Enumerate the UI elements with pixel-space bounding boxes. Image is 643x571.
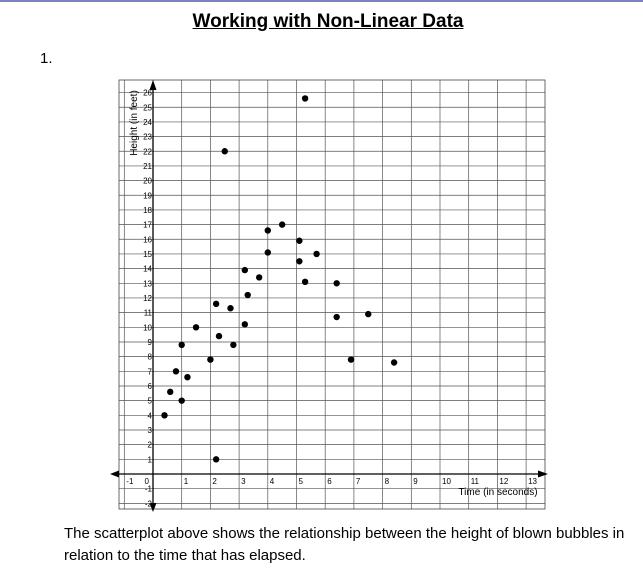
scatter-point — [245, 292, 251, 298]
chart-grid — [119, 80, 545, 509]
scatter-point — [193, 324, 199, 330]
y-tick-label: 1 — [147, 455, 152, 465]
scatter-point — [279, 221, 285, 227]
scatter-point — [173, 368, 179, 374]
scatter-point — [230, 342, 236, 348]
y-tick-label: 19 — [143, 191, 152, 201]
y-tick-label: -2 — [144, 499, 152, 509]
x-tick-label: 9 — [413, 477, 418, 486]
y-tick-label: 7 — [147, 367, 152, 377]
scatter-point — [333, 314, 339, 320]
scatter-point — [302, 95, 308, 101]
scatter-point — [296, 258, 302, 264]
y-tick-label: -1 — [144, 484, 152, 494]
scatter-point — [256, 274, 262, 280]
y-tick-label: 22 — [143, 147, 152, 157]
x-tick-label: 13 — [528, 477, 538, 486]
y-tick-label: 18 — [143, 205, 152, 215]
x-axis-arrow-right — [538, 471, 548, 478]
y-tick-label: 2 — [147, 440, 152, 450]
scatter-point — [391, 359, 397, 365]
y-tick-label: 24 — [143, 117, 152, 127]
y-tick-label: 12 — [143, 293, 152, 303]
scatter-point — [242, 321, 248, 327]
scatter-point — [184, 374, 190, 380]
y-tick-label: 5 — [147, 396, 152, 406]
x-axis-label: Time (in seconds) — [458, 487, 538, 498]
x-axis-arrow-left — [110, 471, 119, 478]
scatter-point — [296, 238, 302, 244]
scatter-point — [222, 148, 228, 154]
y-tick-label: 9 — [147, 337, 152, 347]
scatter-point — [207, 356, 213, 362]
y-tick-label: 23 — [143, 132, 152, 142]
x-tick-label: 6 — [327, 477, 332, 486]
y-tick-label: 25 — [143, 103, 152, 113]
scatter-point — [265, 249, 271, 255]
scatter-point — [348, 356, 354, 362]
y-tick-label: 17 — [143, 220, 152, 230]
scatter-point — [167, 389, 173, 395]
y-tick-label: 11 — [143, 308, 152, 318]
scatter-point — [179, 397, 185, 403]
x-tick-label: 5 — [298, 477, 303, 486]
page-title: Working with Non-Linear Data — [192, 11, 464, 32]
y-tick-label: 4 — [147, 411, 152, 421]
x-tick-label: 4 — [269, 477, 275, 486]
y-tick-label: 21 — [143, 161, 152, 171]
scatter-point — [365, 311, 371, 317]
x-tick-label: 3 — [241, 477, 246, 486]
x-tick-label: 11 — [470, 477, 480, 486]
x-tick-label: 1 — [183, 477, 189, 486]
y-tick-label: 15 — [143, 249, 152, 259]
chart-axes — [110, 80, 548, 512]
x-tick-label: 7 — [355, 477, 361, 486]
scatter-point — [333, 280, 339, 286]
y-tick-label: 26 — [143, 88, 152, 98]
scatter-point — [213, 456, 219, 462]
scatter-point — [227, 305, 233, 311]
x-tick-label: -1 — [126, 477, 134, 486]
y-tick-label: 13 — [143, 279, 152, 289]
question-number: 1. — [40, 50, 53, 67]
x-tick-label: 8 — [384, 477, 390, 486]
scatter-point — [313, 251, 319, 257]
x-tick-label: 10 — [442, 477, 451, 486]
chart-points — [161, 95, 397, 462]
y-tick-label: 20 — [143, 176, 152, 186]
scatter-point — [216, 333, 222, 339]
y-tick-label: 14 — [143, 264, 152, 274]
y-tick-label: 16 — [143, 235, 152, 245]
scatter-point — [161, 412, 167, 418]
y-tick-label: 8 — [147, 352, 152, 362]
y-tick-label: 6 — [147, 381, 152, 391]
x-tick-label: 2 — [212, 477, 217, 486]
y-tick-label: 3 — [147, 425, 152, 435]
x-tick-label: 0 — [144, 477, 149, 486]
y-axis-label: Height (in feet) — [129, 90, 140, 156]
scatter-point — [179, 342, 185, 348]
x-tick-label: 12 — [499, 477, 509, 486]
scatter-point — [265, 227, 271, 233]
y-tick-label: 10 — [143, 323, 152, 333]
caption-text: The scatterplot above shows the relationship between the height of blown bubbles in relation to the time that has elapsed. — [64, 525, 625, 564]
scatter-point — [242, 267, 248, 273]
scatter-point — [302, 279, 308, 285]
scatter-point — [213, 301, 219, 307]
